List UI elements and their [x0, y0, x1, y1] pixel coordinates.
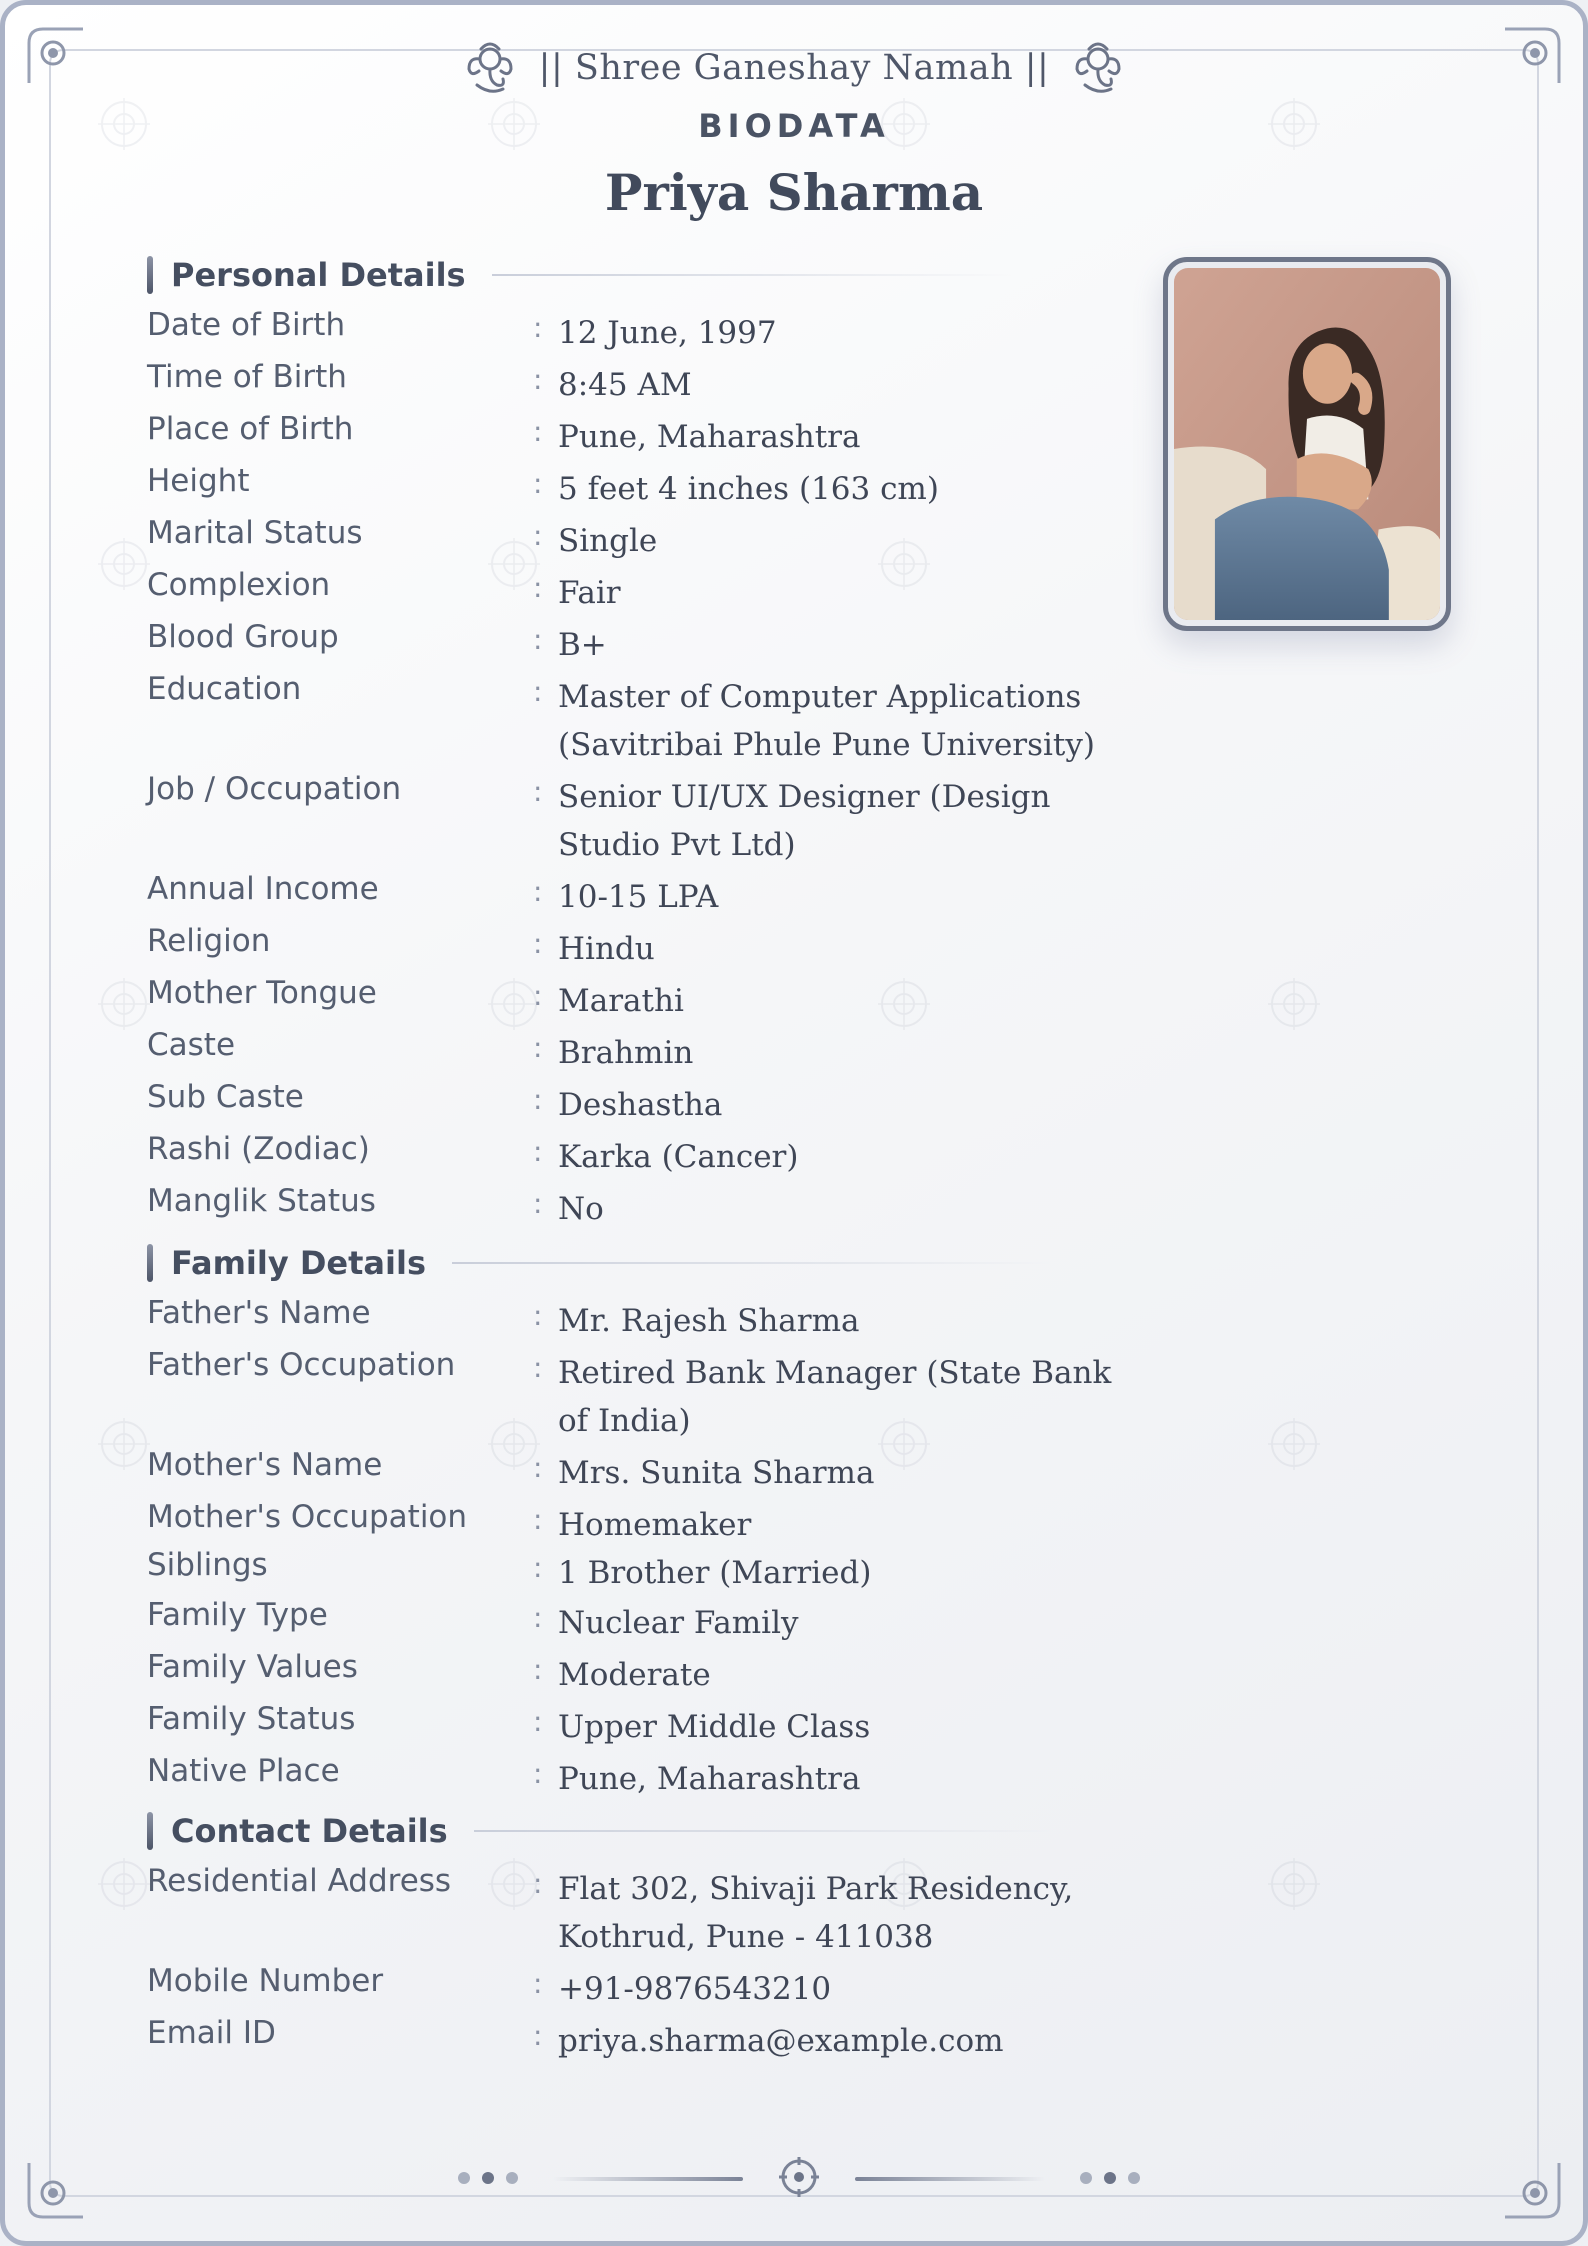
- field-label: Marital Status: [147, 515, 363, 551]
- field-label: Siblings: [147, 1547, 268, 1583]
- field-value: Karka (Cancer): [558, 1139, 799, 1175]
- section-heading-family: [147, 1243, 1052, 1283]
- ganesha-icon: [461, 35, 519, 101]
- section-divider: [492, 274, 1012, 276]
- field-label: Family Values: [147, 1649, 358, 1685]
- field-label: Job / Occupation: [147, 771, 402, 807]
- section-divider: [474, 1830, 1054, 1832]
- footer-ornament: [5, 2155, 1583, 2201]
- field-value: Fair: [558, 575, 621, 611]
- section-title: Family Details: [171, 1244, 426, 1282]
- field-value: +91-9876543210: [558, 1971, 832, 2007]
- field-label: Caste: [147, 1027, 236, 1063]
- field-label: Time of Birth: [147, 359, 347, 395]
- field-label: Blood Group: [147, 619, 339, 655]
- field-label: Mobile Number: [147, 1963, 384, 1999]
- field-label: Residential Address: [147, 1863, 452, 1899]
- field-value: Nuclear Family: [558, 1605, 799, 1641]
- mandala-motif-icon: [95, 975, 153, 1033]
- field-value: 12 June, 1997: [558, 315, 777, 351]
- field-value: Marathi: [558, 983, 684, 1019]
- field-value: Mrs. Sunita Sharma: [558, 1455, 875, 1491]
- field-label: Religion: [147, 923, 271, 959]
- field-label: Mother's Occupation: [147, 1499, 468, 1535]
- ornament-dot: [458, 2172, 470, 2184]
- field-label: Father's Name: [147, 1295, 371, 1331]
- field-value: Senior UI/UX Designer (Design Studio Pvt Ltd): [558, 779, 1051, 863]
- biodata-title: BIODATA: [698, 107, 890, 145]
- field-value: Upper Middle Class: [558, 1709, 871, 1745]
- profile-photo: [1163, 257, 1451, 631]
- field-value: Flat 302, Shivaji Park Residency, Kothrud, Pune - 411038: [558, 1871, 1074, 1955]
- field-value: Brahmin: [558, 1035, 694, 1071]
- section-heading-contact: [147, 1811, 1054, 1851]
- ornament-dot: [1128, 2172, 1140, 2184]
- ornament-dot: [482, 2172, 494, 2184]
- mandala-motif-icon: [95, 1415, 153, 1473]
- field-value: Deshastha: [558, 1087, 723, 1123]
- mandala-motif-icon: [1265, 975, 1323, 1033]
- mandala-motif-icon: [95, 1855, 153, 1913]
- field-label: Height: [147, 463, 250, 499]
- invocation-text: || Shree Ganeshay Namah ||: [538, 48, 1050, 88]
- field-value: Pune, Maharashtra: [558, 1761, 861, 1797]
- biodata-page: || Shree Ganeshay Namah || BIODATA Priya Sharma Personal Details Family Details Contact Details Date of Birth : 12 June, 1997 Time of Birth : 8:45 AM Place of Birth : Pune, Maharashtra Height : 5 feet 4 inches (163 cm) Marital Status : Single Complexion : Fair Blood Group : B+ Education : Master of Computer Applications (Savitribai Phule Pune University) Job / Occupation : Senior UI/UX Designer (Design Studio Pvt Ltd) Annual Income : 10-15 LPA Religion : Hindu Mother Tongue : Marathi Caste : Brahmin Sub Caste : Deshastha Rashi (Zodiac) : Karka (Cancer) Manglik Status : No Father's Name : Mr. Rajesh Sharma Father's Occupation : Retired Bank Manager (State Bank of India) Mother's Name : Mrs. Sunita Sharma Mother's Occupation : Homemaker Siblings : 1 Brother (Married) Family Type : Nuclear Family Family Values : Moderate Family Status : Upper Middle Class Native Place : Pune, Maharashtra Residential Address : Flat 302, Shivaji Park Residency, Kothrud, Pune - 411038 Mobile Number : +91-9876543210 Email ID : priya.sharma@example.com: [0, 0, 1588, 2246]
- field-value: Moderate: [558, 1657, 711, 1693]
- ornament-dot: [1080, 2172, 1092, 2184]
- field-label: Manglik Status: [147, 1183, 376, 1219]
- section-title: Personal Details: [171, 256, 466, 294]
- field-label: Sub Caste: [147, 1079, 304, 1115]
- field-value: Retired Bank Manager (State Bank of India): [558, 1355, 1112, 1439]
- header-invocation-row: [5, 35, 1583, 101]
- field-label: Family Type: [147, 1597, 328, 1633]
- field-value: Homemaker: [558, 1507, 752, 1543]
- mandala-motif-icon: [1265, 1415, 1323, 1473]
- field-label: Email ID: [147, 2015, 276, 2051]
- field-label: Education: [147, 671, 302, 707]
- field-value: 5 feet 4 inches (163 cm): [558, 471, 939, 507]
- section-divider: [452, 1262, 1052, 1264]
- candidate-name: Priya Sharma: [604, 163, 984, 222]
- field-value: Single: [558, 523, 658, 559]
- field-value: 1 Brother (Married): [558, 1555, 872, 1591]
- field-label: Mother's Name: [147, 1447, 383, 1483]
- field-value: Hindu: [558, 931, 655, 967]
- mandala-motif-icon: [95, 535, 153, 593]
- field-label: Place of Birth: [147, 411, 354, 447]
- field-value: Mr. Rajesh Sharma: [558, 1303, 860, 1339]
- compass-ornament-icon: [777, 2155, 821, 2199]
- field-value: Pune, Maharashtra: [558, 419, 861, 455]
- ornament-dot: [1104, 2172, 1116, 2184]
- section-title: Contact Details: [171, 1812, 448, 1850]
- field-label: Date of Birth: [147, 307, 346, 343]
- field-label: Rashi (Zodiac): [147, 1131, 370, 1167]
- ganesha-icon: [1069, 35, 1127, 101]
- field-value: 10-15 LPA: [558, 879, 719, 915]
- field-label: Father's Occupation: [147, 1347, 456, 1383]
- section-heading-personal: [147, 255, 1012, 295]
- field-value: No: [558, 1191, 604, 1227]
- field-value: B+: [558, 627, 607, 663]
- field-value: priya.sharma@example.com: [558, 2023, 1004, 2059]
- field-label: Native Place: [147, 1753, 340, 1789]
- field-label: Complexion: [147, 567, 331, 603]
- field-label: Family Status: [147, 1701, 356, 1737]
- field-label: Mother Tongue: [147, 975, 377, 1011]
- ornament-line: [855, 2177, 1045, 2181]
- field-value: Master of Computer Applications (Savitribai Phule Pune University): [558, 679, 1095, 763]
- field-value: 8:45 AM: [558, 367, 692, 403]
- ornament-line: [553, 2177, 743, 2181]
- ornament-dot: [506, 2172, 518, 2184]
- mandala-motif-icon: [1265, 1855, 1323, 1913]
- field-label: Annual Income: [147, 871, 379, 907]
